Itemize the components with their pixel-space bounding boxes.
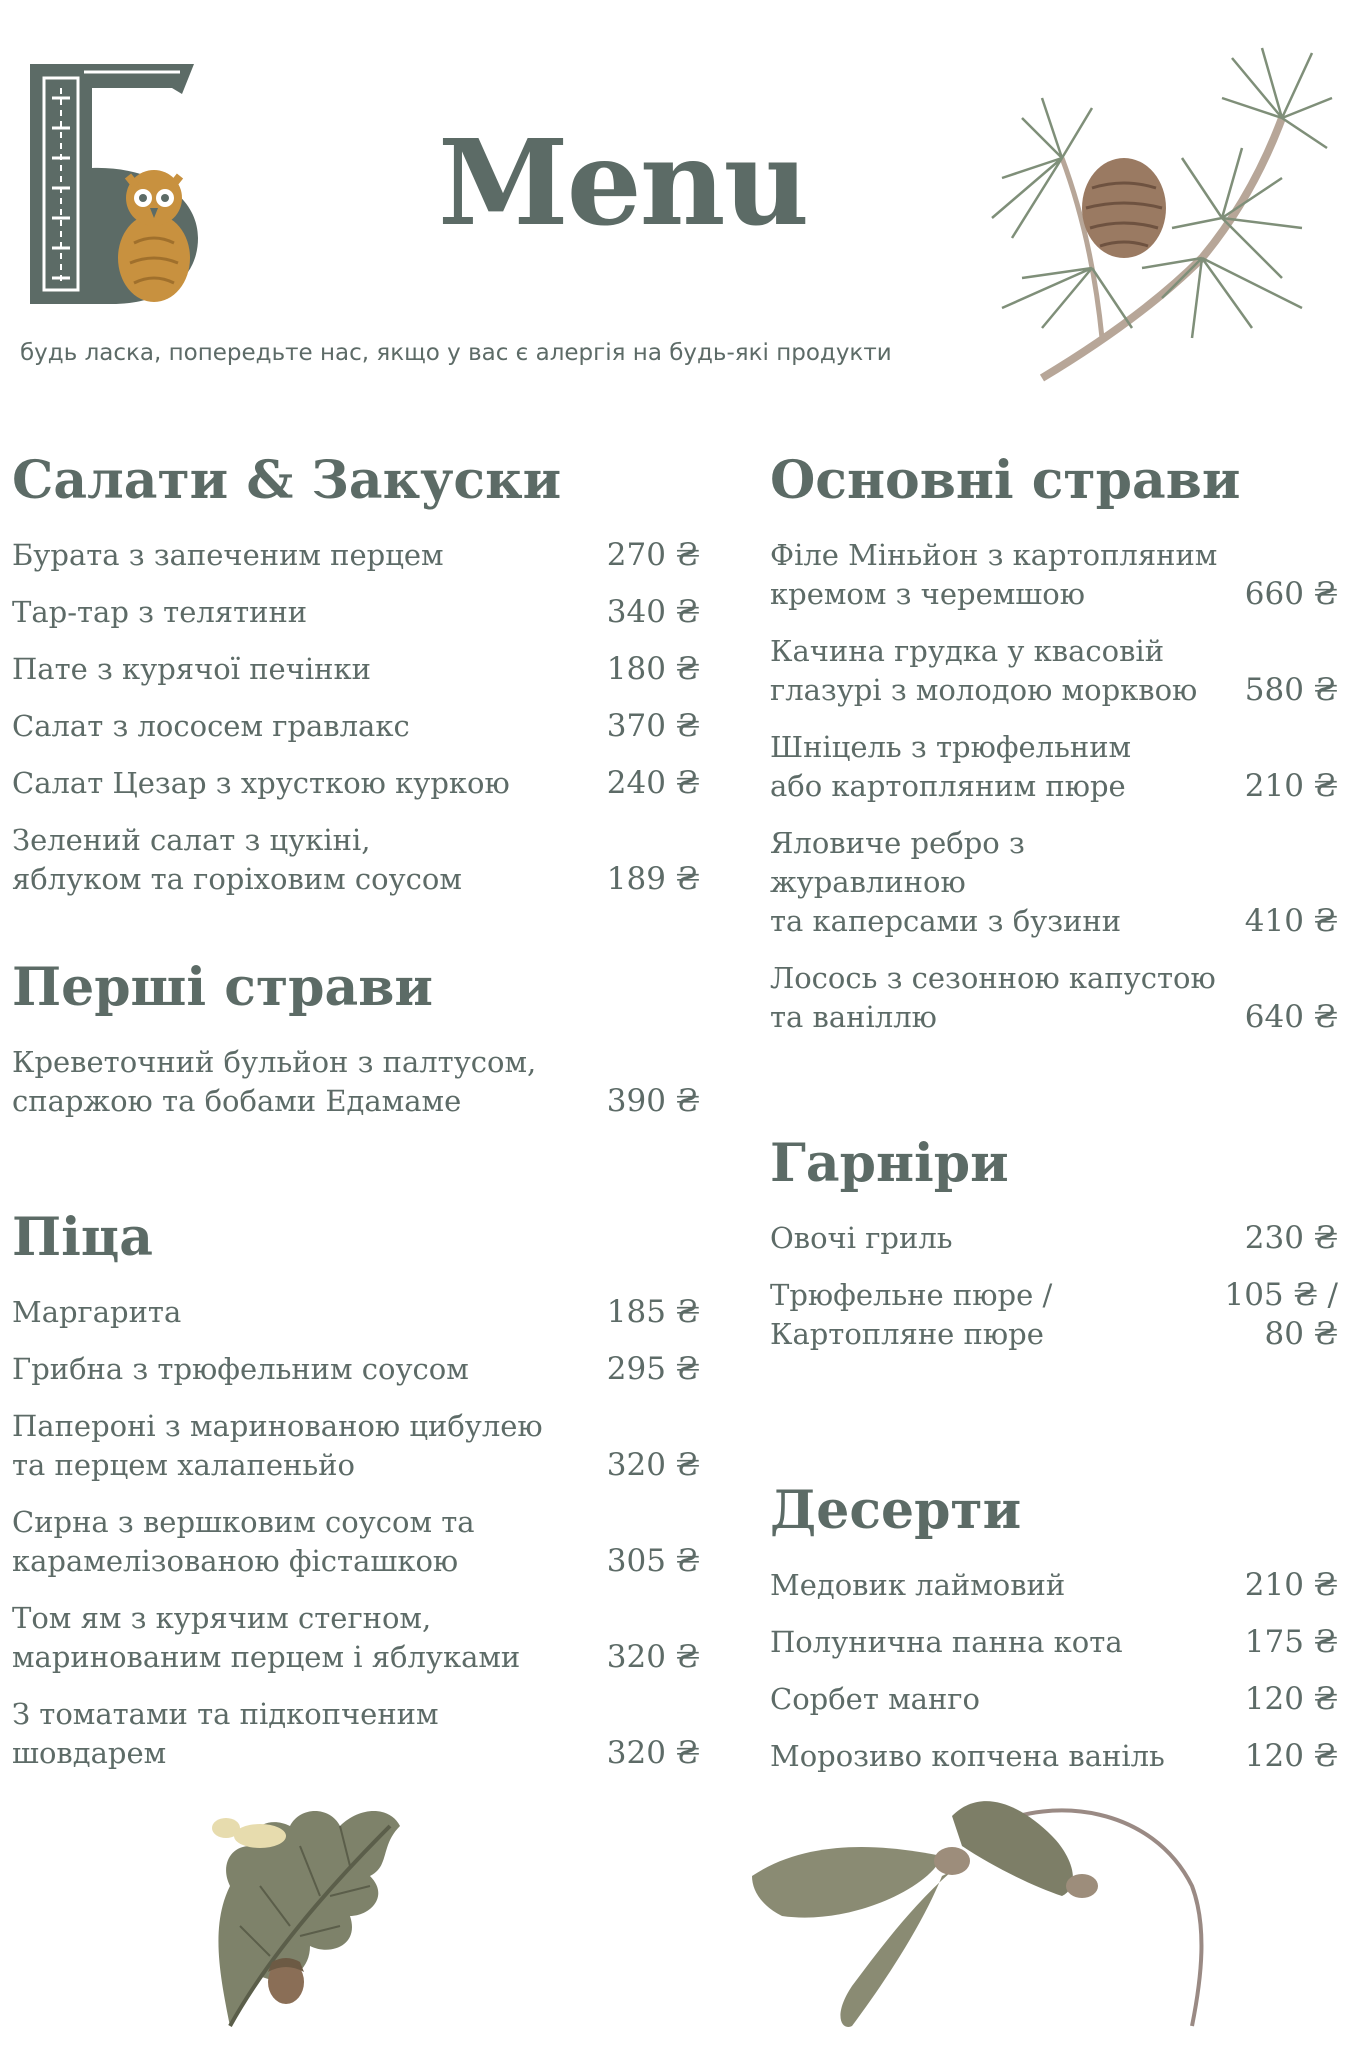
allergy-note: будь ласка, попередьте нас, якщо у вас є алергія на будь-які продукти: [20, 340, 892, 366]
pine-branch-icon: [982, 38, 1338, 408]
item-name: Лосось з сезонною капустою та ваніллю: [770, 961, 1216, 1034]
item-name: Філе Міньйон з картопляним кремом з черемшою: [770, 538, 1218, 611]
menu-section: [770, 450, 1338, 1037]
item-price: 580 ₴: [1244, 672, 1338, 708]
menu-item: [12, 764, 700, 803]
menu-item: [12, 821, 700, 899]
item-name: Яловиче ребро з журавлиною та каперсами з бузини: [770, 826, 1122, 938]
item-price: 105 ₴ / 80 ₴: [1224, 1277, 1338, 1352]
section-title: Салати & Закуски: [12, 450, 562, 511]
menu-item: [12, 650, 700, 689]
menu-item: [770, 1680, 1338, 1719]
item-name: Качина грудка у квасовій глазурі з молодою морквою: [770, 634, 1198, 707]
section-title: Перші страви: [12, 957, 433, 1018]
item-price: 320 ₴: [606, 1735, 700, 1771]
item-price: 270 ₴: [606, 537, 700, 573]
item-name: Зелений салат з цукіні, яблуком та горіховим соусом: [12, 823, 462, 896]
menu-item: [12, 536, 700, 575]
menu-item: [12, 1043, 700, 1121]
menu-section: [12, 957, 700, 1121]
item-name: Шніцель з трюфельним або картопляним пюре: [770, 730, 1132, 803]
item-price: 410 ₴: [1244, 903, 1338, 939]
section-title: Піца: [12, 1207, 153, 1268]
item-name: Сорбет манго: [770, 1682, 980, 1716]
menu-section: [12, 1207, 700, 1773]
item-name: Салат Цезар з хрусткою куркою: [12, 766, 510, 800]
menu-item: [770, 728, 1338, 806]
menu-item: [770, 1737, 1338, 1776]
item-name: Том ям з курячим стегном, маринованим перцем і яблуками: [12, 1601, 521, 1674]
menu-item: [770, 1219, 1338, 1258]
item-price: 175 ₴: [1244, 1624, 1338, 1660]
maple-seed-icon: [752, 1776, 1222, 2038]
section-title: Гарніри: [770, 1133, 1009, 1194]
item-name: Сирна з вершковим соусом та карамелізованою фісташкою: [12, 1505, 475, 1578]
menu-item: [12, 707, 700, 746]
item-price: 295 ₴: [606, 1351, 700, 1387]
menu-section: [770, 1133, 1338, 1354]
item-price: 180 ₴: [606, 651, 700, 687]
item-price: 210 ₴: [1244, 1567, 1338, 1603]
menu-item: [770, 959, 1338, 1037]
item-price: 120 ₴: [1244, 1738, 1338, 1774]
item-price: 390 ₴: [606, 1083, 700, 1119]
menu-item: [12, 1350, 700, 1389]
menu-item: [770, 824, 1338, 941]
item-name: Папероні з маринованою цибулею та перцем халапеньйо: [12, 1409, 543, 1482]
menu-item: [12, 593, 700, 632]
section-title: Основні страви: [770, 450, 1241, 511]
item-name: Грибна з трюфельним соусом: [12, 1352, 469, 1386]
item-price: 320 ₴: [606, 1447, 700, 1483]
menu-item: [12, 1293, 700, 1332]
item-name: Маргарита: [12, 1295, 182, 1329]
menu-item: [12, 1407, 700, 1485]
item-price: 120 ₴: [1244, 1681, 1338, 1717]
item-price: 340 ₴: [606, 594, 700, 630]
item-price: 660 ₴: [1244, 576, 1338, 612]
menu-item: [770, 1623, 1338, 1662]
oak-leaf-icon: [190, 1776, 426, 2044]
item-name: Медовик лаймовий: [770, 1568, 1066, 1602]
item-price: 185 ₴: [606, 1294, 700, 1330]
menu-item: [770, 536, 1338, 614]
item-price: 320 ₴: [606, 1639, 700, 1675]
item-price: 640 ₴: [1244, 999, 1338, 1035]
item-name: З томатами та підкопченим шовдарем: [12, 1697, 439, 1770]
item-name: Трюфельне пюре / Картопляне пюре: [770, 1278, 1053, 1351]
menu-section: [770, 1480, 1338, 1776]
menu-section: [12, 450, 700, 899]
section-title: Десерти: [770, 1480, 1022, 1541]
menu-item: [12, 1503, 700, 1581]
menu-item: [12, 1599, 700, 1677]
item-price: 370 ₴: [606, 708, 700, 744]
left-menu-column: [12, 450, 700, 1791]
page-title: Menu: [438, 113, 808, 252]
item-name: Овочі гриль: [770, 1221, 953, 1255]
menu-item: [12, 1695, 700, 1773]
item-name: Бурата з запеченим перцем: [12, 538, 444, 572]
item-name: Салат з лососем гравлакс: [12, 709, 410, 743]
item-price: 230 ₴: [1244, 1220, 1338, 1256]
item-price: 210 ₴: [1244, 768, 1338, 804]
item-name: Морозиво копчена ваніль: [770, 1739, 1165, 1773]
right-menu-column: [770, 450, 1338, 1794]
menu-item: [770, 1276, 1338, 1354]
menu-item: [770, 1566, 1338, 1605]
item-price: 305 ₴: [606, 1543, 700, 1579]
item-price: 189 ₴: [606, 861, 700, 897]
item-name: Креветочний бульйон з палтусом, спаржою та бобами Едамаме: [12, 1045, 537, 1118]
menu-item: [770, 632, 1338, 710]
item-name: Тар-тар з телятини: [12, 595, 308, 629]
logo-letter-owl-icon: [22, 58, 206, 306]
item-name: Полунична панна кота: [770, 1625, 1123, 1659]
item-name: Пате з курячої печінки: [12, 652, 371, 686]
item-price: 240 ₴: [606, 765, 700, 801]
